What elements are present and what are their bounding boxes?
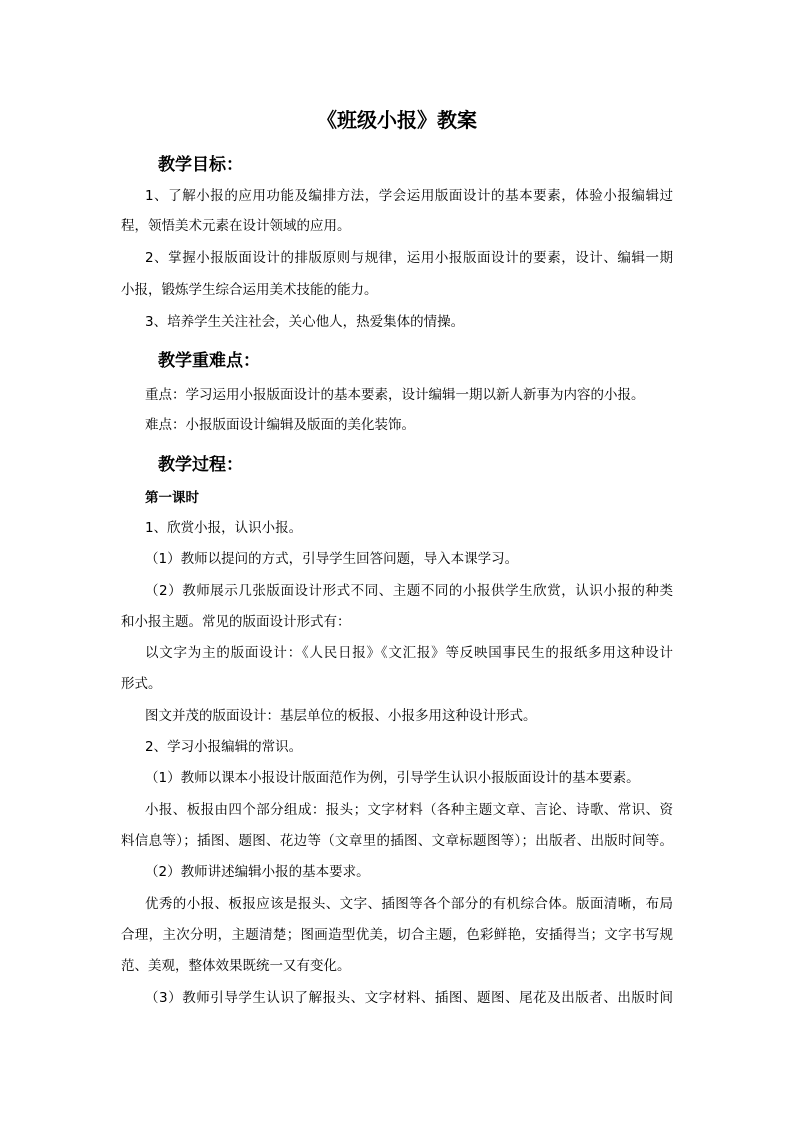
- process-line-4: 和小报主题。常见的版面设计形式有：: [121, 614, 351, 630]
- process-line-5: 以文字为主的版面设计：《人民日报》《文汇报》等反映国事民生的报纸多用这种设计: [145, 645, 673, 661]
- process-line-14: 合理，主次分明，主题清楚；图画造型优美，切合主题，色彩鲜艳，安插得当；文字书写规: [121, 927, 673, 943]
- process-line-3: （2）教师展示几张版面设计形式不同、主题不同的小报供学生欣赏，认识小报的种类: [145, 583, 673, 599]
- process-line-6: 形式。: [121, 676, 162, 692]
- process-line-1: 1、欣赏小报，认识小报。: [145, 520, 303, 536]
- process-line-2: （1）教师以提问的方式，引导学生回答问题，导入本课学习。: [145, 551, 519, 567]
- process-line-10: 小报、板报由四个部分组成：报头；文字材料（各种主题文章、言论、诗歌、常识、资: [145, 802, 673, 818]
- goals-line-1: 1、了解小报的应用功能及编排方法，学会运用版面设计的基本要素，体验小报编辑过: [145, 188, 673, 204]
- lesson-label: 第一课时: [145, 490, 199, 506]
- process-line-8: 2、学习小报编辑的常识。: [145, 739, 303, 755]
- document-title: 《班级小报》教案: [317, 108, 477, 132]
- goals-line-2: 程，领悟美术元素在设计领域的应用。: [121, 218, 351, 234]
- process-line-7: 图文并茂的版面设计：基层单位的板报、小报多用这种设计形式。: [145, 708, 537, 724]
- process-line-13: 优秀的小报、板报应该是报头、文字、插图等各个部分的有机综合体。版面清晰，布局: [145, 896, 673, 912]
- goals-line-4: 小报，锻炼学生综合运用美术技能的能力。: [121, 282, 378, 298]
- heading-key-points: 教学重难点：: [158, 351, 260, 371]
- goals-line-5: 3、培养学生关注社会，关心他人，热爱集体的情操。: [145, 314, 465, 330]
- process-line-11: 料信息等）；插图、题图、花边等（文章里的插图、文章标题图等）；出版者、出版时间等。: [121, 833, 673, 849]
- heading-process: 教学过程：: [158, 455, 243, 475]
- heading-goals: 教学目标：: [158, 155, 243, 175]
- goals-line-3: 2、掌握小报版面设计的排版原则与规律，运用小报版面设计的要素，设计、编辑一期: [145, 250, 673, 266]
- process-line-16: （3）教师引导学生认识了解报头、文字材料、插图、题图、尾花及出版者、出版时间: [145, 990, 673, 1006]
- process-line-12: （2）教师讲述编辑小报的基本要求。: [145, 864, 370, 880]
- process-line-15: 范、美观，整体效果既统一又有变化。: [121, 958, 351, 974]
- process-line-9: （1）教师以课本小报设计版面范作为例，引导学生认识小报版面设计的基本要素。: [145, 770, 640, 786]
- key-point-line-2: 难点：小报版面设计编辑及版面的美化装饰。: [145, 417, 415, 433]
- key-point-line-1: 重点：学习运用小报版面设计的基本要素，设计编辑一期以新人新事为内容的小报。: [145, 387, 645, 403]
